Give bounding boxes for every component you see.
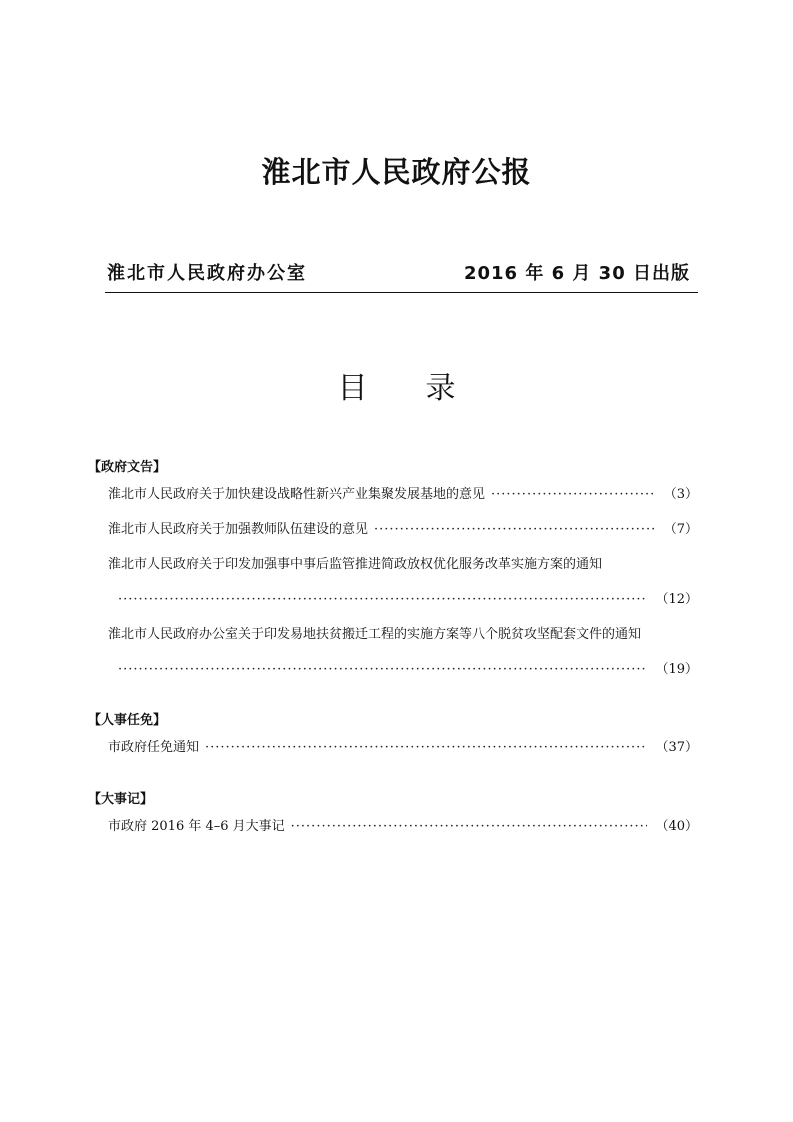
toc-entry-title: 淮北市人民政府关于加快建设战略性新兴产业集聚发展基地的意见 — [108, 487, 486, 502]
toc-entry-title: 市政府 2016 年 4–6 月大事记 — [108, 819, 285, 834]
toc-entry[interactable] — [108, 521, 698, 539]
toc-entry-page: （3） — [663, 487, 698, 502]
toc-entry-page: （40） — [655, 819, 698, 834]
toc-entry[interactable] — [108, 818, 698, 836]
toc-entry-title[interactable]: 淮北市人民政府办公室关于印发易地扶贫搬迁工程的实施方案等八个脱贫攻坚配套文件的通知 — [108, 627, 642, 642]
toc-entry[interactable] — [108, 486, 698, 504]
toc-entry-title: 市政府任免通知 — [108, 740, 200, 755]
section-label-government-notices: 【政府文告】 — [88, 460, 167, 475]
toc-entry-page: （19） — [655, 662, 698, 677]
leader-dots — [205, 739, 647, 757]
publisher-line — [105, 262, 698, 290]
leader-dots — [291, 818, 648, 836]
section-label-personnel: 【人事任免】 — [88, 713, 167, 728]
toc-entry-continuation[interactable] — [118, 661, 698, 679]
bulletin-title: 淮北市人民政府公报 — [261, 155, 532, 189]
leader-dots — [374, 521, 656, 539]
toc-entry-page: （12） — [655, 592, 698, 607]
publish-date: 2016 年 6 月 30 日出版 — [463, 263, 690, 284]
toc-entry-page: （37） — [655, 740, 698, 755]
toc-heading: 目录 — [337, 371, 514, 406]
toc-entry-page: （7） — [663, 522, 698, 537]
publisher-name: 淮北市人民政府办公室 — [107, 263, 307, 284]
toc-entry-title[interactable]: 淮北市人民政府关于印发加强事中事后监管推进简政放权优化服务改革实施方案的通知 — [108, 557, 603, 572]
toc-entry[interactable] — [108, 739, 698, 757]
toc-entry-title: 淮北市人民政府关于加强教师队伍建设的意见 — [108, 522, 369, 537]
leader-dots — [118, 661, 647, 679]
toc-entry-continuation[interactable] — [118, 591, 698, 609]
header-rule — [105, 292, 698, 293]
leader-dots — [491, 486, 656, 504]
leader-dots — [118, 591, 647, 609]
section-label-major-events: 【大事记】 — [88, 792, 154, 807]
